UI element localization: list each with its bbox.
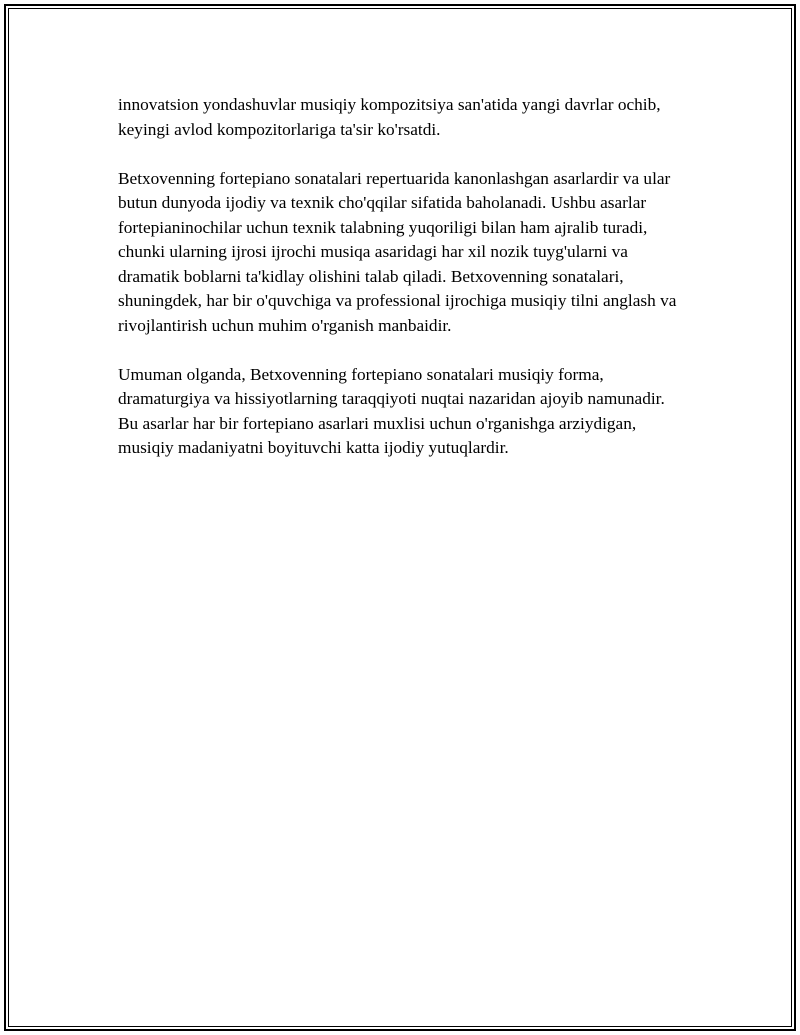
- paragraph-1: innovatsion yondashuvlar musiqiy kompozitsiya san'atida yangi davrlar ochib, keyingi avlod kompozitorlariga ta'sir ko'rsatdi.: [118, 95, 661, 139]
- page-border-inner: [8, 8, 792, 1027]
- paragraph-3: Umuman olganda, Betxovenning fortepiano sonatalari musiqiy forma, dramaturgiya va hissiyotlarning taraqqiyoti nuqtai nazaridan ajoyib namunadir. Bu asarlar har bir fortepiano asarlari muxlisi uchun o'rganishga arziydigan, musiqiy madaniyatni boyituvchi katta ijodiy yutuqlardir.: [118, 364, 665, 457]
- page-border-outer: [4, 4, 796, 1031]
- paragraph-2: Betxovenning fortepiano sonatalari repertuarida kanonlashgan asarlardir va ular butun dunyoda ijodiy va texnik cho'qqilar sifatida baholanadi. Ushbu asarlar fortepianinochilar uchun texnik talabning yuqoriligi bilan ham ajralib turadi, chunki ularning ijrosi ijrochi musiqa asaridagi har xil nozik tuyg'ularni va dramatik boblarni ta'kidlay olishini talab qiladi. Betxovenning sonatalari, shuningdek, har bir o'quvchiga va professional ijrochiga musiqiy tilni anglash va rivojlantirish uchun muhim o'rganish manbaidir.: [118, 168, 677, 335]
- document-body: [118, 93, 684, 461]
